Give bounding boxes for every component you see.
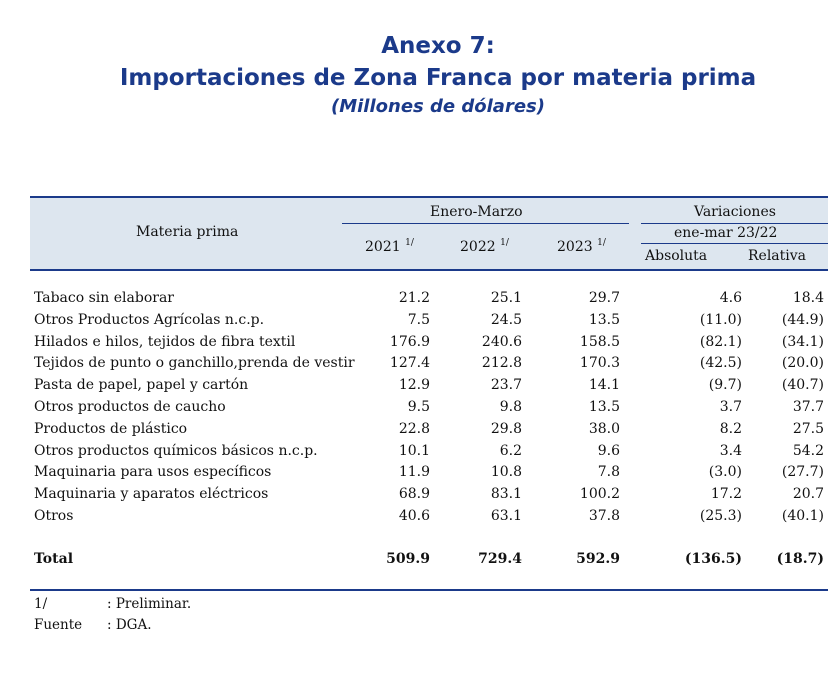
period-rule bbox=[641, 243, 828, 244]
row-label: Productos de plástico bbox=[34, 420, 188, 437]
value-2022: 29.8 bbox=[490, 420, 522, 437]
footnote-key: 1/ bbox=[34, 596, 48, 612]
annex-number: Anexo 7: bbox=[381, 33, 495, 59]
row-label: Tabaco sin elaborar bbox=[34, 290, 174, 306]
table-row bbox=[30, 353, 828, 375]
value-relativa: 27.5 bbox=[792, 420, 824, 437]
value-2023: 170.3 bbox=[579, 355, 620, 372]
value-2023: 38.0 bbox=[588, 420, 620, 437]
row-label: Maquinaria y aparatos eléctricos bbox=[34, 486, 269, 503]
value-2021: 22.8 bbox=[398, 420, 430, 437]
value-absoluta: (3.0) bbox=[708, 464, 742, 481]
value-2023: 29.7 bbox=[588, 290, 620, 306]
value-2023: 158.5 bbox=[579, 333, 620, 350]
table-row bbox=[30, 462, 828, 484]
row-label: Tejidos de punto o ganchillo,prenda de vestir bbox=[34, 355, 355, 372]
value-absoluta: (82.1) bbox=[699, 333, 742, 350]
value-relativa: 20.7 bbox=[792, 486, 824, 503]
value-2022: 23.7 bbox=[490, 377, 522, 394]
value-absoluta: 3.4 bbox=[719, 442, 742, 459]
row-label: Hilados e hilos, tejidos de fibra textil bbox=[34, 333, 296, 350]
row-label: Pasta de papel, papel y cartón bbox=[34, 377, 249, 394]
value-relativa: (27.7) bbox=[781, 464, 824, 481]
table-row bbox=[30, 397, 828, 419]
footnote-marker: 1/ bbox=[405, 238, 414, 248]
value-2021: 9.5 bbox=[407, 398, 430, 415]
value-2023: 14.1 bbox=[588, 377, 620, 394]
table-row bbox=[30, 506, 828, 528]
value-2022: 240.6 bbox=[481, 333, 522, 350]
value-relativa: (40.1) bbox=[781, 507, 824, 524]
value-2023: 13.5 bbox=[588, 398, 620, 415]
value-absoluta: 8.2 bbox=[719, 420, 742, 437]
footnote-key: Fuente bbox=[34, 617, 83, 633]
period-header: ene-mar 23/22 bbox=[674, 225, 778, 241]
value-2021: 127.4 bbox=[389, 355, 430, 372]
column-header-2022: 2022 $^{1/}$ bbox=[460, 238, 509, 255]
table-row bbox=[30, 419, 828, 441]
value-relativa: (34.1) bbox=[781, 333, 824, 350]
column-header-absoluta: Absoluta bbox=[645, 248, 708, 264]
table-row bbox=[30, 332, 828, 354]
footnote-text: : DGA. bbox=[107, 617, 152, 633]
table-row bbox=[30, 375, 828, 397]
table-header bbox=[30, 196, 828, 271]
value-relativa: (40.7) bbox=[781, 377, 824, 394]
total-2023: 592.9 bbox=[576, 551, 620, 567]
value-2021: 7.5 bbox=[407, 311, 430, 328]
total-label: Total bbox=[34, 551, 74, 567]
value-2022: 6.2 bbox=[499, 442, 522, 459]
value-2023: 7.8 bbox=[597, 464, 620, 481]
value-relativa: 54.2 bbox=[792, 442, 824, 459]
table-bottom-rule bbox=[30, 589, 828, 591]
table-row bbox=[30, 441, 828, 463]
total-2022: 729.4 bbox=[478, 551, 522, 567]
value-absoluta: 17.2 bbox=[710, 486, 742, 503]
table-row bbox=[30, 310, 828, 332]
value-absoluta: (42.5) bbox=[699, 355, 742, 372]
value-2021: 68.9 bbox=[398, 486, 430, 503]
value-2022: 24.5 bbox=[490, 311, 522, 328]
value-absoluta: 3.7 bbox=[719, 398, 742, 415]
value-absoluta: (11.0) bbox=[699, 311, 742, 328]
table-body bbox=[30, 288, 828, 528]
value-absoluta: (9.7) bbox=[708, 377, 742, 394]
row-label: Otros productos químicos básicos n.c.p. bbox=[34, 442, 318, 459]
column-header-2023: 2023 $^{1/}$ bbox=[557, 238, 606, 255]
column-header-2021: 2021 $^{1/}$ bbox=[365, 238, 414, 255]
value-2022: 9.8 bbox=[499, 398, 522, 415]
footnote-marker: 1/ bbox=[597, 238, 606, 248]
value-2022: 63.1 bbox=[490, 507, 522, 524]
table-row bbox=[30, 484, 828, 506]
value-2023: 100.2 bbox=[579, 486, 620, 503]
value-absoluta: (25.3) bbox=[699, 507, 742, 524]
group-rule-enero-marzo bbox=[342, 223, 629, 224]
units-subtitle: (Millones de dólares) bbox=[331, 96, 545, 117]
total-row bbox=[30, 547, 828, 571]
value-2021: 10.1 bbox=[398, 442, 430, 459]
total-2021: 509.9 bbox=[386, 551, 430, 567]
value-2021: 11.9 bbox=[398, 464, 430, 481]
value-2023: 9.6 bbox=[597, 442, 620, 459]
value-relativa: (20.0) bbox=[781, 355, 824, 372]
value-relativa: 37.7 bbox=[792, 398, 824, 415]
value-2021: 176.9 bbox=[389, 333, 430, 350]
column-header-relativa: Relativa bbox=[748, 248, 807, 264]
value-2021: 12.9 bbox=[398, 377, 430, 394]
footnote-text: : Preliminar. bbox=[107, 596, 192, 612]
total-absoluta: (136.5) bbox=[684, 551, 742, 567]
footnote-marker: 1/ bbox=[500, 238, 509, 248]
value-2021: 21.2 bbox=[398, 290, 430, 306]
value-2022: 10.8 bbox=[490, 464, 522, 481]
value-2023: 13.5 bbox=[588, 311, 620, 328]
table-row bbox=[30, 288, 828, 310]
value-2022: 212.8 bbox=[481, 355, 522, 372]
value-relativa: 18.4 bbox=[792, 290, 824, 306]
value-absoluta: 4.6 bbox=[719, 290, 742, 306]
group-header-variaciones: Variaciones bbox=[694, 204, 776, 220]
value-2023: 37.8 bbox=[588, 507, 620, 524]
total-relativa: (18.7) bbox=[776, 551, 824, 567]
group-rule-variaciones bbox=[641, 223, 828, 224]
value-2022: 83.1 bbox=[490, 486, 522, 503]
value-relativa: (44.9) bbox=[781, 311, 824, 328]
row-label: Otros Productos Agrícolas n.c.p. bbox=[34, 311, 265, 328]
row-label: Otros bbox=[34, 507, 74, 524]
row-label: Maquinaria para usos específicos bbox=[34, 464, 272, 481]
column-header-materia-prima: Materia prima bbox=[136, 224, 239, 240]
value-2022: 25.1 bbox=[490, 290, 522, 306]
report-title: Importaciones de Zona Franca por materia prima bbox=[119, 65, 757, 91]
group-header-enero-marzo: Enero-Marzo bbox=[430, 204, 523, 220]
title-block bbox=[0, 30, 828, 120]
value-2021: 40.6 bbox=[398, 507, 430, 524]
row-label: Otros productos de caucho bbox=[34, 398, 226, 415]
